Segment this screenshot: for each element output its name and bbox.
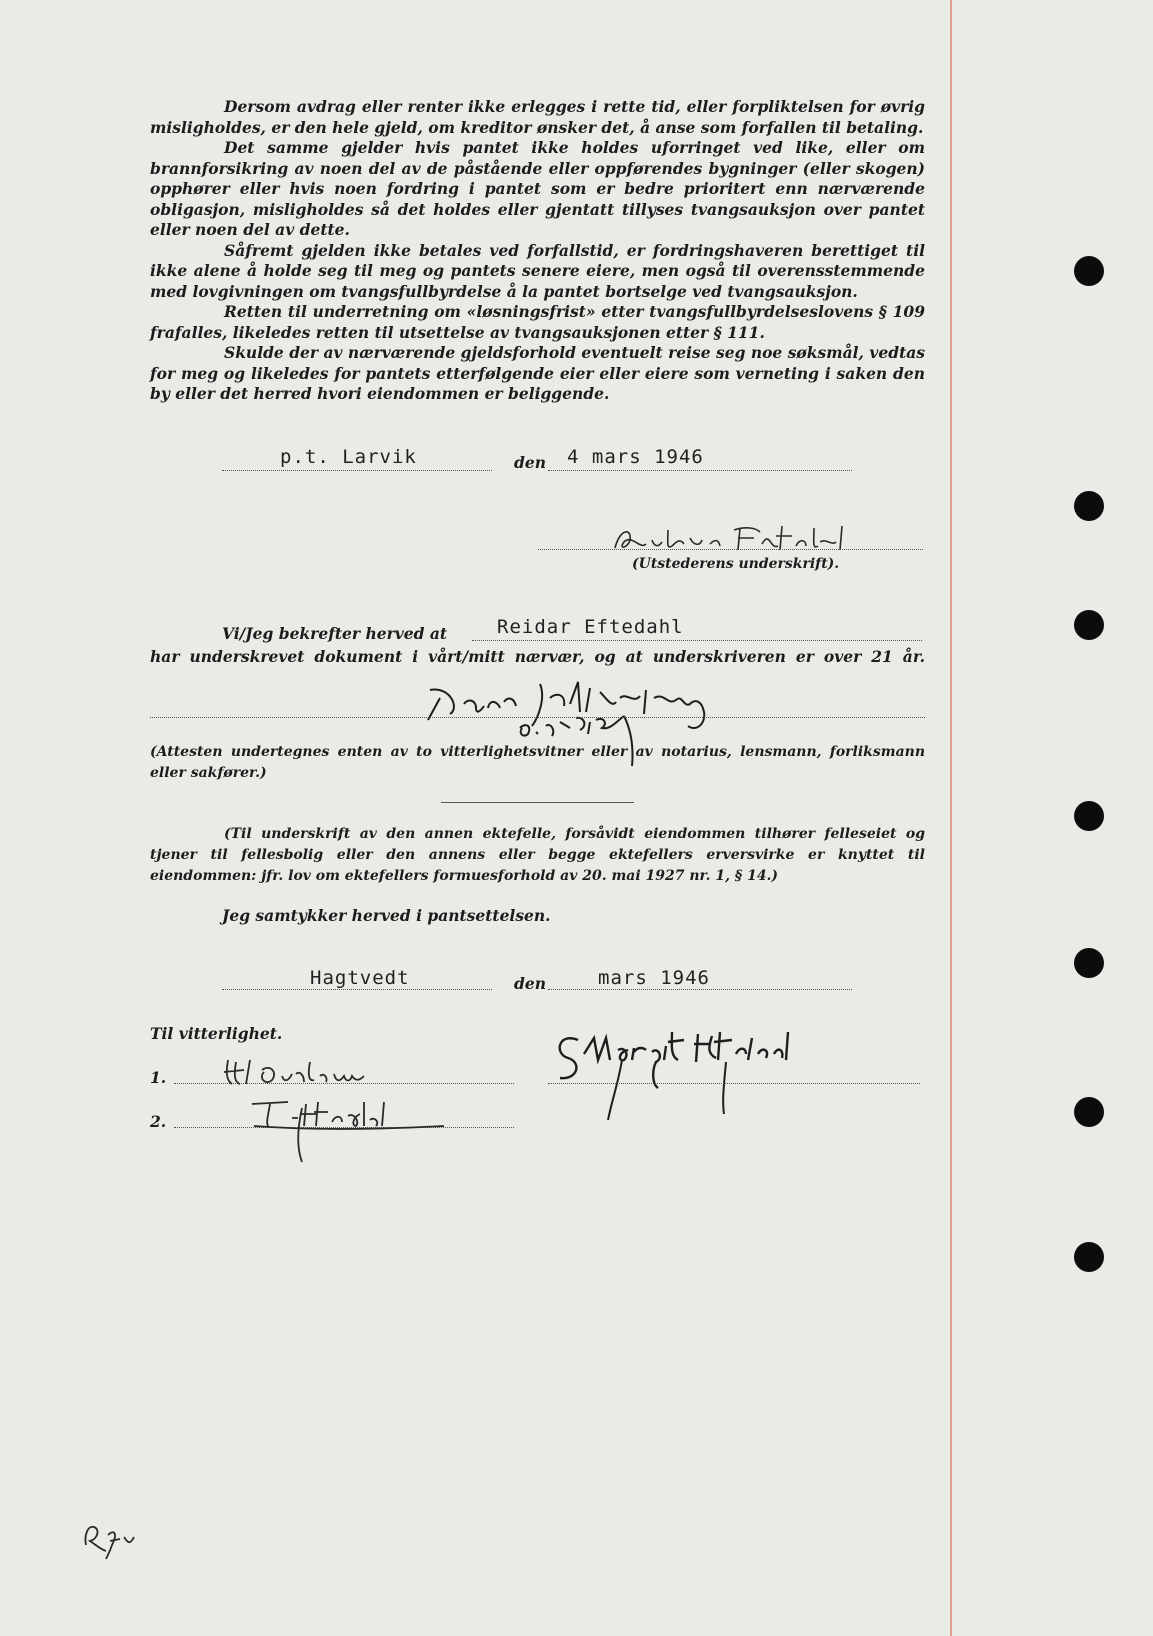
spouse-signature xyxy=(548,1024,908,1134)
witness-2-signature xyxy=(248,1096,468,1166)
consent-place: Hagtvedt xyxy=(310,967,410,989)
spouse-signature-line xyxy=(548,1083,920,1084)
witness-number: 1. xyxy=(150,1068,167,1087)
den-label: den xyxy=(514,453,546,472)
punch-hole xyxy=(1074,256,1104,286)
witness-name-typed: Reidar Eftedahl xyxy=(497,616,684,638)
margin-rule xyxy=(950,0,952,1636)
corner-initials xyxy=(80,1515,150,1565)
punch-hole xyxy=(1074,610,1104,640)
punch-hole xyxy=(1074,948,1104,978)
witness-statement: har underskrevet dokument i vårt/mitt nærvær, og at underskriveren er over 21 år. xyxy=(150,647,925,666)
punch-hole xyxy=(1074,1242,1104,1272)
witness-heading: Til vitterlighet. xyxy=(150,1024,283,1043)
issuer-signature-line xyxy=(538,549,923,550)
terms-paragraph: Dersom avdrag eller renter ikke erlegges i rette tid, eller forpliktelsen for øvrig misligholdes, er den hele gjeld, om kreditor ønsker det, å anse som forfallen til betaling. xyxy=(150,97,925,137)
punch-hole xyxy=(1074,1097,1104,1127)
punch-hole xyxy=(1074,801,1104,831)
terms-paragraph: Skulde der av nærværende gjeldsforhold eventuelt reise seg noe søksmål, vedtas for meg og likeledes for pantets etterfølgende eier eller eiere som verneting i saken den by eller det herred hvori eiendommen er beliggende. xyxy=(150,343,925,403)
witness-name-line xyxy=(472,640,922,641)
consent-date: mars 1946 xyxy=(598,967,710,989)
issuer-signature xyxy=(610,520,870,560)
terms-paragraph: Retten til underretning om «løsningsfrist» etter tvangsfullbyrdelseslovens § 109 frafalles, likeledes retten til utsettelse av tvangsauksjonen etter § 111. xyxy=(150,302,925,342)
consent-text: Jeg samtykker herved i pantsettelsen. xyxy=(222,906,551,925)
spouse-note: (Til underskrift av den annen ektefelle, forsåvidt eiendommen tilhører felleseiet og tjener til fellesbolig eller den annens eller begge ektefellers erversvirke er knyttet til eiendommen: jfr. lov om ektefellers formuesforhold av 20. mai 1927 nr. 1, § 14.) xyxy=(150,826,925,884)
issue-date: 4 mars 1946 xyxy=(567,446,704,468)
witness-1-signature xyxy=(222,1054,442,1094)
witness-intro: Vi/Jeg bekrefter herved at xyxy=(222,624,448,643)
issue-place: p.t. Larvik xyxy=(280,446,417,468)
terms-text xyxy=(150,97,925,405)
issuer-caption: (Utstederens underskrift). xyxy=(632,556,840,572)
notary-signature-line xyxy=(150,717,925,718)
consent-den-label: den xyxy=(514,974,546,993)
consent-place-line xyxy=(222,989,492,990)
terms-paragraph: Det samme gjelder hvis pantet ikke holdes uforringet ved like, eller om brannforsikring av noen del av de påstående eller oppførendes bygninger (eller skogen) opphører eller hvis noen fordring i pantet som er bedre prioritert enn nærværende obligasjon, misligholdes så det holdes eller gjentatt tillyses tvangsauksjon over pantet eller noen del av dette. xyxy=(150,138,925,239)
separator-line xyxy=(441,802,634,803)
witness-number: 2. xyxy=(150,1112,167,1131)
date-line xyxy=(548,470,852,471)
consent-date-line xyxy=(548,989,852,990)
terms-paragraph: Såfremt gjelden ikke betales ved forfallstid, er fordringshaveren berettiget til ikke alene å holde seg til meg og pantets senere eiere, men også til overensstemmende med lovgivningen om tvangsfullbyrdelse å la pantet bortselge ved tvangsauksjon. xyxy=(150,240,925,301)
attest-note: (Attesten undertegnes enten av to vitterlighetsvitner eller av notarius, lensmann, forliksmann eller sakfører.) xyxy=(150,744,925,781)
punch-hole xyxy=(1074,491,1104,521)
place-line xyxy=(222,470,492,471)
